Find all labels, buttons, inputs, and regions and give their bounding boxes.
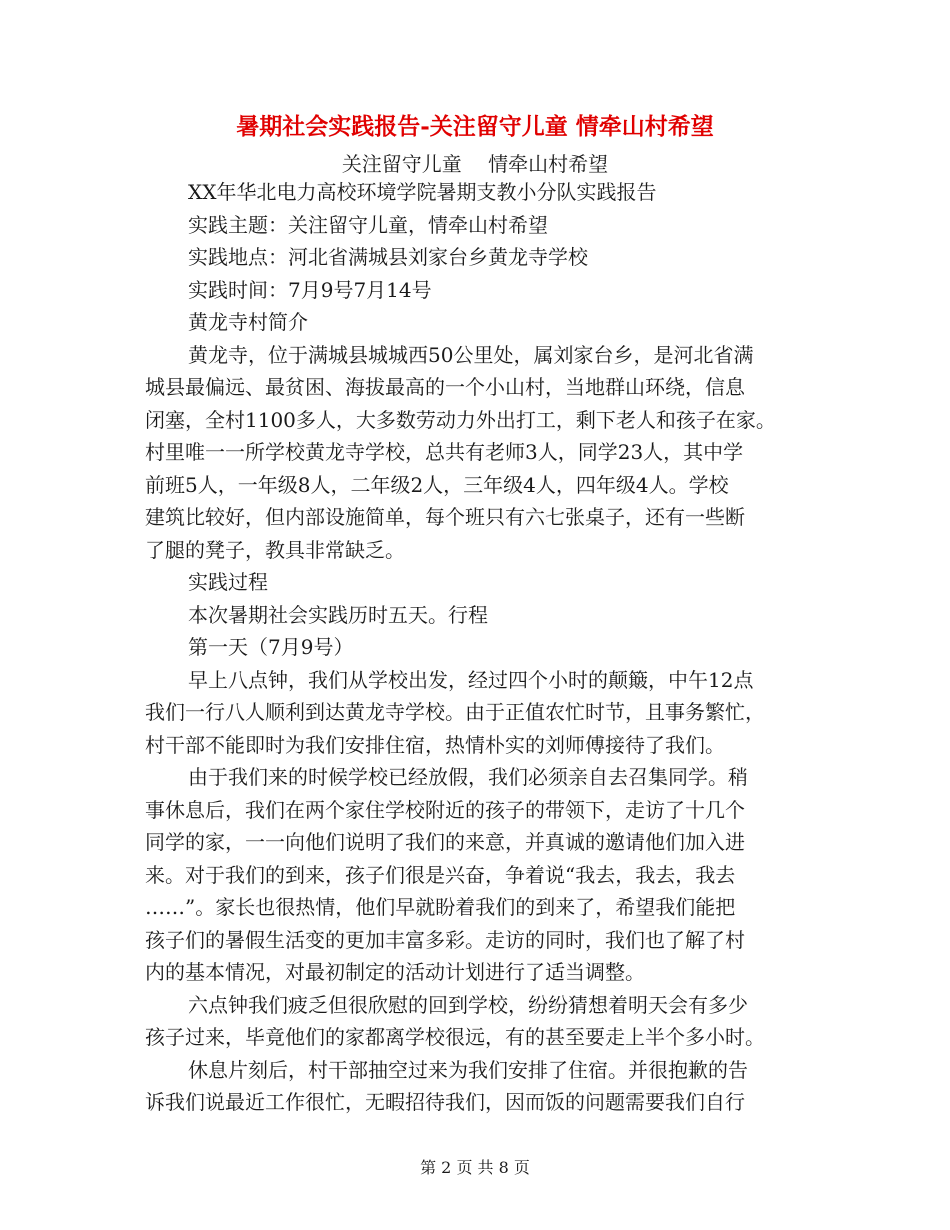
paragraph-line: 事休息后，我们在两个家住学校附近的孩子的带领下，走访了十几个 [145,798,745,822]
paragraph-line: 休息片刻后，村干部抽空过来为我们安排了住宿。并很抱歉的告 [188,1058,748,1082]
paragraph-line: 建筑比较好，但内部设施简单，每个班只有六七张桌子，还有一些断 [145,505,745,529]
paragraph-line: 孩子过来，毕竟他们的家都离学校很远，有的甚至要走上半个多小时。 [145,1025,765,1049]
paragraph-line: 六点钟我们疲乏但很欣慰的回到学校，纷纷猜想着明天会有多少 [188,993,748,1017]
paragraph-line: 村里唯一一所学校黄龙寺学校，总共有老师3人，同学23人，其中学 [145,440,744,464]
paragraph-line: 了腿的凳子，教具非常缺乏。 [145,538,405,562]
paragraph-line: 实践主题：关注留守儿童，情牵山村希望 [188,213,548,237]
paragraph-line: 实践时间：7月9号7月14号 [188,278,432,302]
paragraph-line: 闭塞，全村1100多人，大多数劳动力外出打工，剩下老人和孩子在家。 [145,408,776,432]
paragraph-line: 早上八点钟，我们从学校出发，经过四个小时的颠簸，中午12点 [188,668,754,692]
paragraph-line: 黄龙寺，位于满城县城城西50公里处，属刘家台乡，是河北省满 [188,343,754,367]
paragraph-line: 内的基本情况，对最初制定的活动计划进行了适当调整。 [145,960,645,984]
paragraph-line: 前班5人，一年级8人，二年级2人，三年级4人，四年级4人。学校 [145,473,729,497]
paragraph-line: XX年华北电力高校环境学院暑期支教小分队实践报告 [188,180,657,204]
paragraph-line: 诉我们说最近工作很忙，无暇招待我们，因而饭的问题需要我们自行 [145,1090,745,1114]
document-subtitle: 关注留守儿童 情牵山村希望 [341,152,609,176]
document-title: 暑期社会实践报告-关注留守儿童 情牵山村希望 [236,113,714,140]
paragraph-line: 同学的家，一一向他们说明了我们的来意，并真诚的邀请他们加入进 [145,830,745,854]
paragraph-line: 我们一行八人顺利到达黄龙寺学校。由于正值农忙时节，且事务繁忙， [145,700,765,724]
paragraph-line: 来。对于我们的到来，孩子们很是兴奋，争着说“我去，我去，我去 [145,863,736,887]
paragraph-line: 孩子们的暑假生活变的更加丰富多彩。走访的同时，我们也了解了村 [145,928,745,952]
paragraph-line: 村干部不能即时为我们安排住宿，热情朴实的刘师傅接待了我们。 [145,733,725,757]
page-number: 第 2 页 共 8 页 [420,1158,530,1177]
section-heading: 黄龙寺村简介 [188,310,308,334]
paragraph-line: 本次暑期社会实践历时五天。行程 [188,603,488,627]
section-heading: 实践过程 [188,570,268,594]
section-heading: 第一天（7月9号） [188,635,354,659]
paragraph-line: 城县最偏远、最贫困、海拔最高的一个小山村，当地群山环绕，信息 [145,375,745,399]
paragraph-line: ……”。家长也很热情，他们早就盼着我们的到来了，希望我们能把 [145,895,736,919]
paragraph-line: 由于我们来的时候学校已经放假，我们必须亲自去召集同学。稍 [188,765,748,789]
paragraph-line: 实践地点：河北省满城县刘家台乡黄龙寺学校 [188,245,588,269]
